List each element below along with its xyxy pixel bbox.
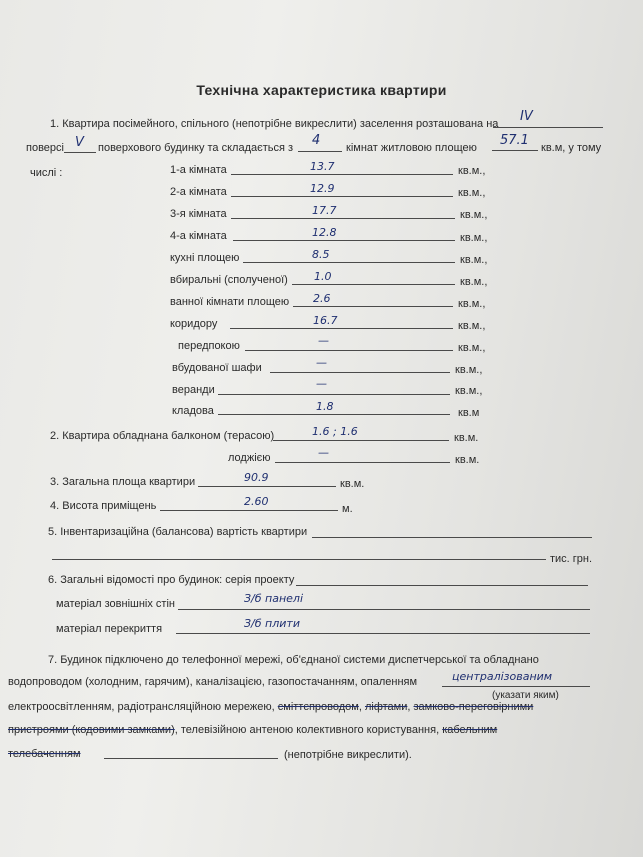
- value-label: 5. Інвентаризаційна (балансова) вартість квартири: [48, 526, 308, 538]
- s7-line5: телебаченням: [8, 748, 81, 760]
- value-line-1: [312, 537, 592, 538]
- loggia-line: [275, 462, 450, 463]
- balcony-line: [273, 440, 449, 441]
- row-label: кухні площею: [170, 252, 240, 264]
- row-label: ванної кімнати площею: [170, 296, 290, 308]
- row-unit: кв.м.,: [458, 165, 486, 177]
- row-line: [218, 414, 450, 415]
- rooms-value: 4: [312, 133, 321, 148]
- height-unit: м.: [342, 503, 353, 515]
- row-value: 17.7: [312, 204, 337, 217]
- row-value: 8.5: [312, 248, 330, 261]
- row-label: 2-а кімната: [170, 186, 227, 198]
- floor-value: IV: [520, 109, 533, 124]
- row-line: [230, 328, 453, 329]
- s7-line4: пристроями (кодовими замками), телевізійною антеною колективного користування, кабельним: [8, 724, 498, 736]
- floors-line: [176, 633, 590, 634]
- loggia-unit: кв.м.: [455, 454, 480, 466]
- balcony-unit: кв.м.: [454, 432, 479, 444]
- floors-label: матеріал перекриття: [56, 623, 163, 635]
- row-label: 4-а кімната: [170, 230, 227, 242]
- row-label: веранди: [172, 384, 215, 396]
- s1-line1: 1. Квартира посімейного, спільного (непотрібне викреслити) заселення розташована на: [50, 118, 499, 130]
- row-value: 1.0: [314, 270, 332, 283]
- row-line: [231, 218, 455, 219]
- row-line: [218, 394, 450, 395]
- total-area-unit: кв.м.: [340, 478, 365, 490]
- walls-line: [178, 609, 590, 610]
- value-unit: тис. грн.: [550, 553, 593, 565]
- balcony-value: 1.6 ; 1.6: [312, 425, 358, 438]
- row-unit: кв.м.,: [458, 320, 486, 332]
- row-value: —: [316, 377, 327, 390]
- row-value: 12.8: [312, 226, 337, 239]
- row-label: коридору: [170, 318, 218, 330]
- s7-line5-end: (непотрібне викреслити).: [284, 749, 412, 761]
- height-line: [160, 510, 338, 511]
- row-label: вбиральні (сполученої): [170, 274, 288, 286]
- s1-line2-tail: кв.м, у тому: [541, 142, 602, 154]
- storeys-value: V: [75, 135, 84, 150]
- row-value: 2.6: [313, 292, 331, 305]
- row-label: 1-а кімната: [170, 164, 227, 176]
- row-value: 12.9: [310, 182, 335, 195]
- row-label: кладова: [172, 405, 214, 417]
- total-area-value: 90.9: [244, 471, 269, 484]
- row-unit: кв.м.,: [460, 232, 488, 244]
- row-value: —: [316, 356, 327, 369]
- row-unit: кв.м.,: [455, 364, 483, 376]
- row-label: 3-я кімната: [170, 208, 227, 220]
- s1-chysli: числі :: [30, 167, 63, 179]
- row-value: 13.7: [310, 160, 335, 173]
- row-line: [245, 350, 453, 351]
- total-area-label: 3. Загальна площа квартири: [50, 476, 196, 488]
- row-unit-last: кв.м: [458, 407, 480, 419]
- row-line: [243, 262, 455, 263]
- height-label: 4. Висота приміщень: [50, 500, 157, 512]
- heating-line: [442, 686, 590, 687]
- s7-line3: електроосвітленням, радіотрансляційною мережею, сміттєпроводом, ліфтами, замково-переговірними: [8, 701, 534, 713]
- row-label: передпокою: [178, 340, 240, 352]
- height-value: 2.60: [244, 495, 269, 508]
- living-area-value: 57.1: [500, 133, 529, 148]
- floor-line: [493, 127, 603, 128]
- walls-value: З/б панелі: [244, 592, 304, 605]
- cable-tv-line: [104, 758, 278, 759]
- row-line: [231, 196, 453, 197]
- row-unit: кв.м.,: [460, 209, 488, 221]
- row-unit: кв.м.,: [460, 276, 488, 288]
- total-area-line: [198, 486, 336, 487]
- row-unit: кв.м.,: [458, 187, 486, 199]
- living-area-line: [492, 150, 538, 151]
- document-title: Технічна характеристика квартири: [196, 82, 447, 98]
- storeys-line: [64, 152, 96, 153]
- floors-value: З/б плити: [244, 617, 300, 630]
- row-label: вбудованої шафи: [172, 362, 262, 374]
- row-unit: кв.м.,: [458, 298, 486, 310]
- rooms-line: [298, 151, 342, 152]
- s1-poverci: поверсі: [26, 142, 64, 154]
- row-value: 1.8: [316, 400, 334, 413]
- row-unit: кв.м.,: [455, 385, 483, 397]
- balcony-label: 2. Квартира обладнана балконом (терасою): [50, 430, 275, 442]
- row-line: [292, 284, 455, 285]
- row-line: [233, 240, 455, 241]
- heating-hint: (указати яким): [492, 690, 559, 701]
- s7-line2: водопроводом (холодним, гарячим), каналізацією, газопостачанням, опаленням: [8, 676, 418, 688]
- row-line: [293, 306, 453, 307]
- s7-line1: 7. Будинок підключено до телефонної мережі, об'єднаної системи диспетчерської та обладнано: [48, 654, 539, 666]
- s1-line2-mid: поверхового будинку та складається з: [98, 142, 294, 154]
- loggia-label: лоджією: [228, 452, 271, 464]
- s1-line2-end: кімнат житловою площею: [346, 142, 477, 154]
- project-series-label: 6. Загальні відомості про будинок: серія проекту: [48, 574, 295, 586]
- heating-value: централізованим: [452, 670, 553, 683]
- row-value: 16.7: [313, 314, 338, 327]
- walls-label: матеріал зовнішніх стін: [56, 598, 175, 610]
- row-value: —: [318, 334, 329, 347]
- row-line: [231, 174, 453, 175]
- loggia-value: —: [318, 446, 329, 459]
- project-series-line: [296, 585, 588, 586]
- row-unit: кв.м.,: [458, 342, 486, 354]
- row-line: [270, 372, 450, 373]
- row-unit: кв.м.,: [460, 254, 488, 266]
- value-line-2: [52, 559, 546, 560]
